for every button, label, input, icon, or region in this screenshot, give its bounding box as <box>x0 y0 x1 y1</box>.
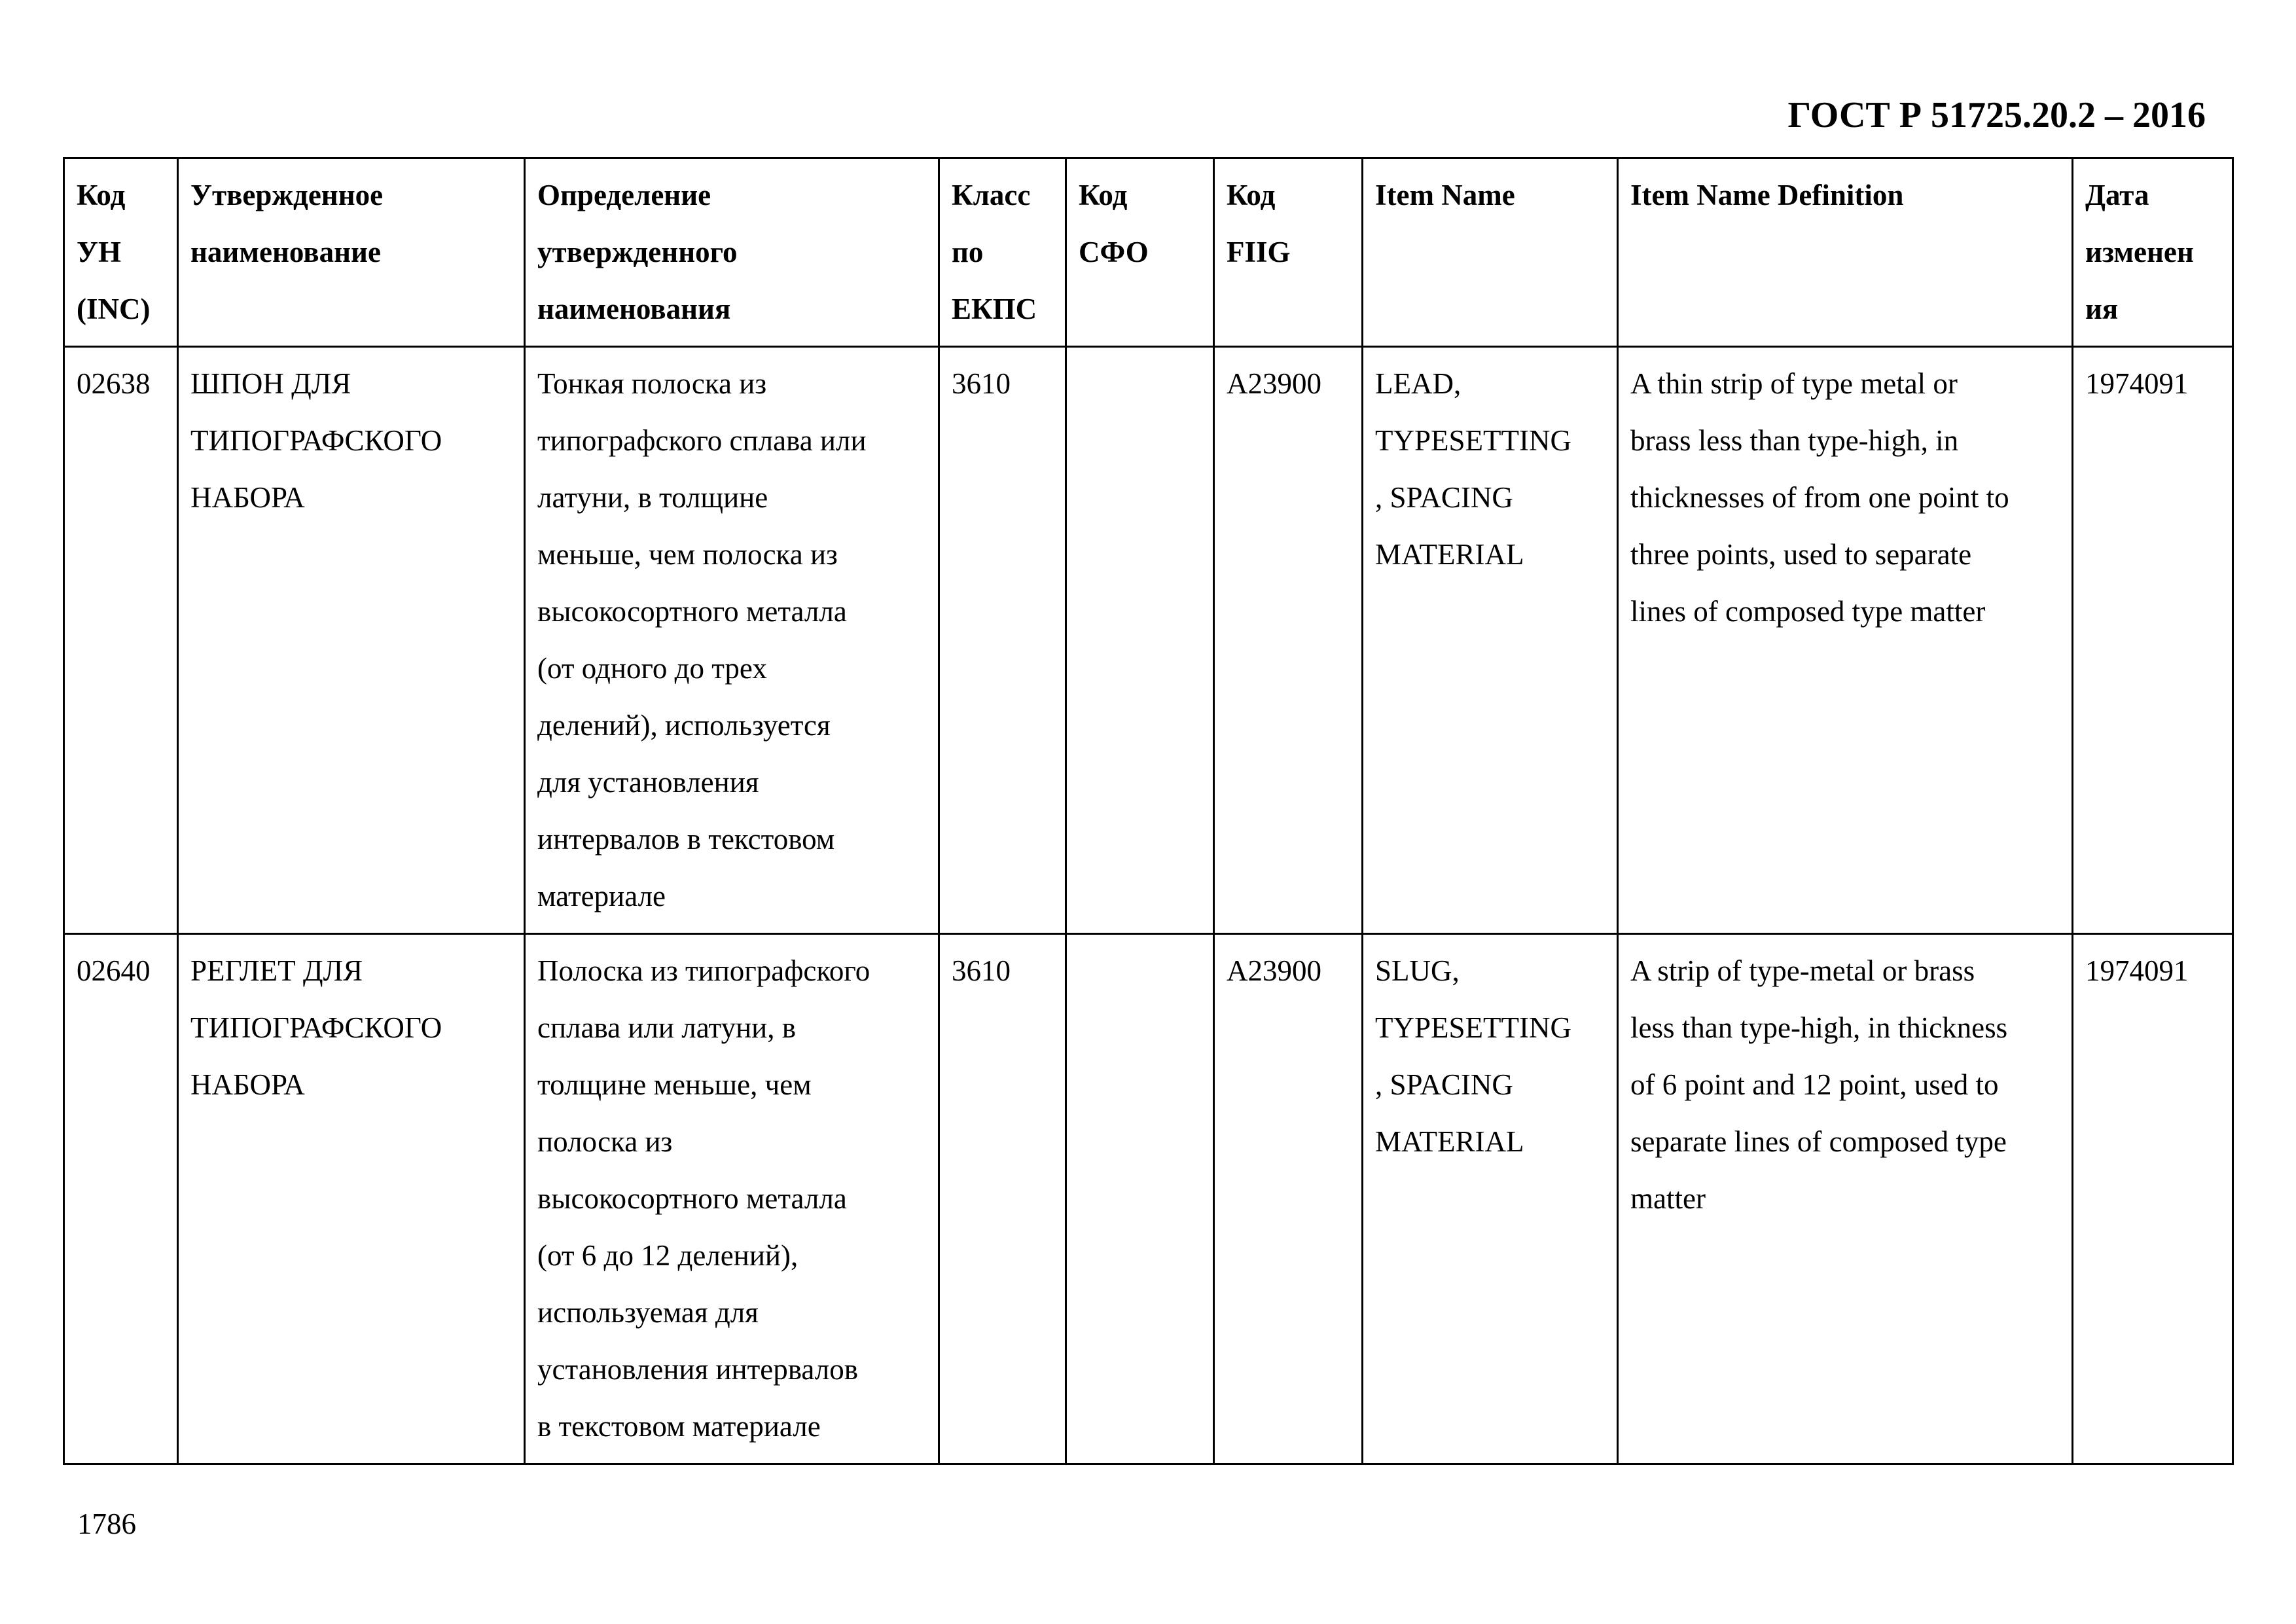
column-header-change-date: Дата изменен ия <box>2073 158 2233 347</box>
cell-change-date: 1974091 <box>2073 347 2233 934</box>
cell-sfo-code <box>1066 934 1214 1464</box>
page-number: 1786 <box>77 1507 136 1540</box>
cell-approved-name: ШПОН ДЛЯ ТИПОГРАФСКОГО НАБОРА <box>178 347 525 934</box>
table-row <box>64 934 2233 1464</box>
cell-ekps-class: 3610 <box>939 347 1066 934</box>
column-header-sfo-code: Код СФО <box>1066 158 1214 347</box>
column-header-definition: Определение утвержденного наименования <box>525 158 939 347</box>
cell-ekps-class: 3610 <box>939 934 1066 1464</box>
cell-inc: 02640 <box>64 934 178 1464</box>
cell-fiig-code: A23900 <box>1214 934 1363 1464</box>
cell-inc: 02638 <box>64 347 178 934</box>
cell-item-name: LEAD, TYPESETTING , SPACING MATERIAL <box>1363 347 1618 934</box>
cell-item-name-definition: A thin strip of type metal or brass less than type-high, in thicknesses of from one point to three points, used to separate lines of composed type matter <box>1618 347 2073 934</box>
cell-fiig-code: A23900 <box>1214 347 1363 934</box>
cell-item-name-definition: A strip of type-metal or brass less than type-high, in thickness of 6 point and 12 point, used to separate lines of composed type matter <box>1618 934 2073 1464</box>
column-header-item-name-definition: Item Name Definition <box>1618 158 2073 347</box>
cell-definition: Тонкая полоска из типографского сплава или латуни, в толщине меньше, чем полоска из высокосортного металла (от одного до трех делений), используется для установления интервалов в текстовом материале <box>525 347 939 934</box>
table-header-row <box>64 158 2233 347</box>
document-standard-title: ГОСТ Р 51725.20.2 – 2016 <box>1787 95 2206 135</box>
column-header-approved-name: Утвержденное наименование <box>178 158 525 347</box>
cell-sfo-code <box>1066 347 1214 934</box>
cell-item-name: SLUG, TYPESETTING , SPACING MATERIAL <box>1363 934 1618 1464</box>
cell-definition: Полоска из типографского сплава или латуни, в толщине меньше, чем полоска из высокосортного металла (от 6 до 12 делений), используемая для установления интервалов в текстовом материале <box>525 934 939 1464</box>
column-header-item-name: Item Name <box>1363 158 1618 347</box>
item-names-table <box>63 157 2234 1465</box>
column-header-inc: Код УН (INC) <box>64 158 178 347</box>
cell-change-date: 1974091 <box>2073 934 2233 1464</box>
column-header-ekps-class: Класс по ЕКПС <box>939 158 1066 347</box>
column-header-fiig-code: Код FIIG <box>1214 158 1363 347</box>
table-row <box>64 347 2233 934</box>
cell-approved-name: РЕГЛЕТ ДЛЯ ТИПОГРАФСКОГО НАБОРА <box>178 934 525 1464</box>
